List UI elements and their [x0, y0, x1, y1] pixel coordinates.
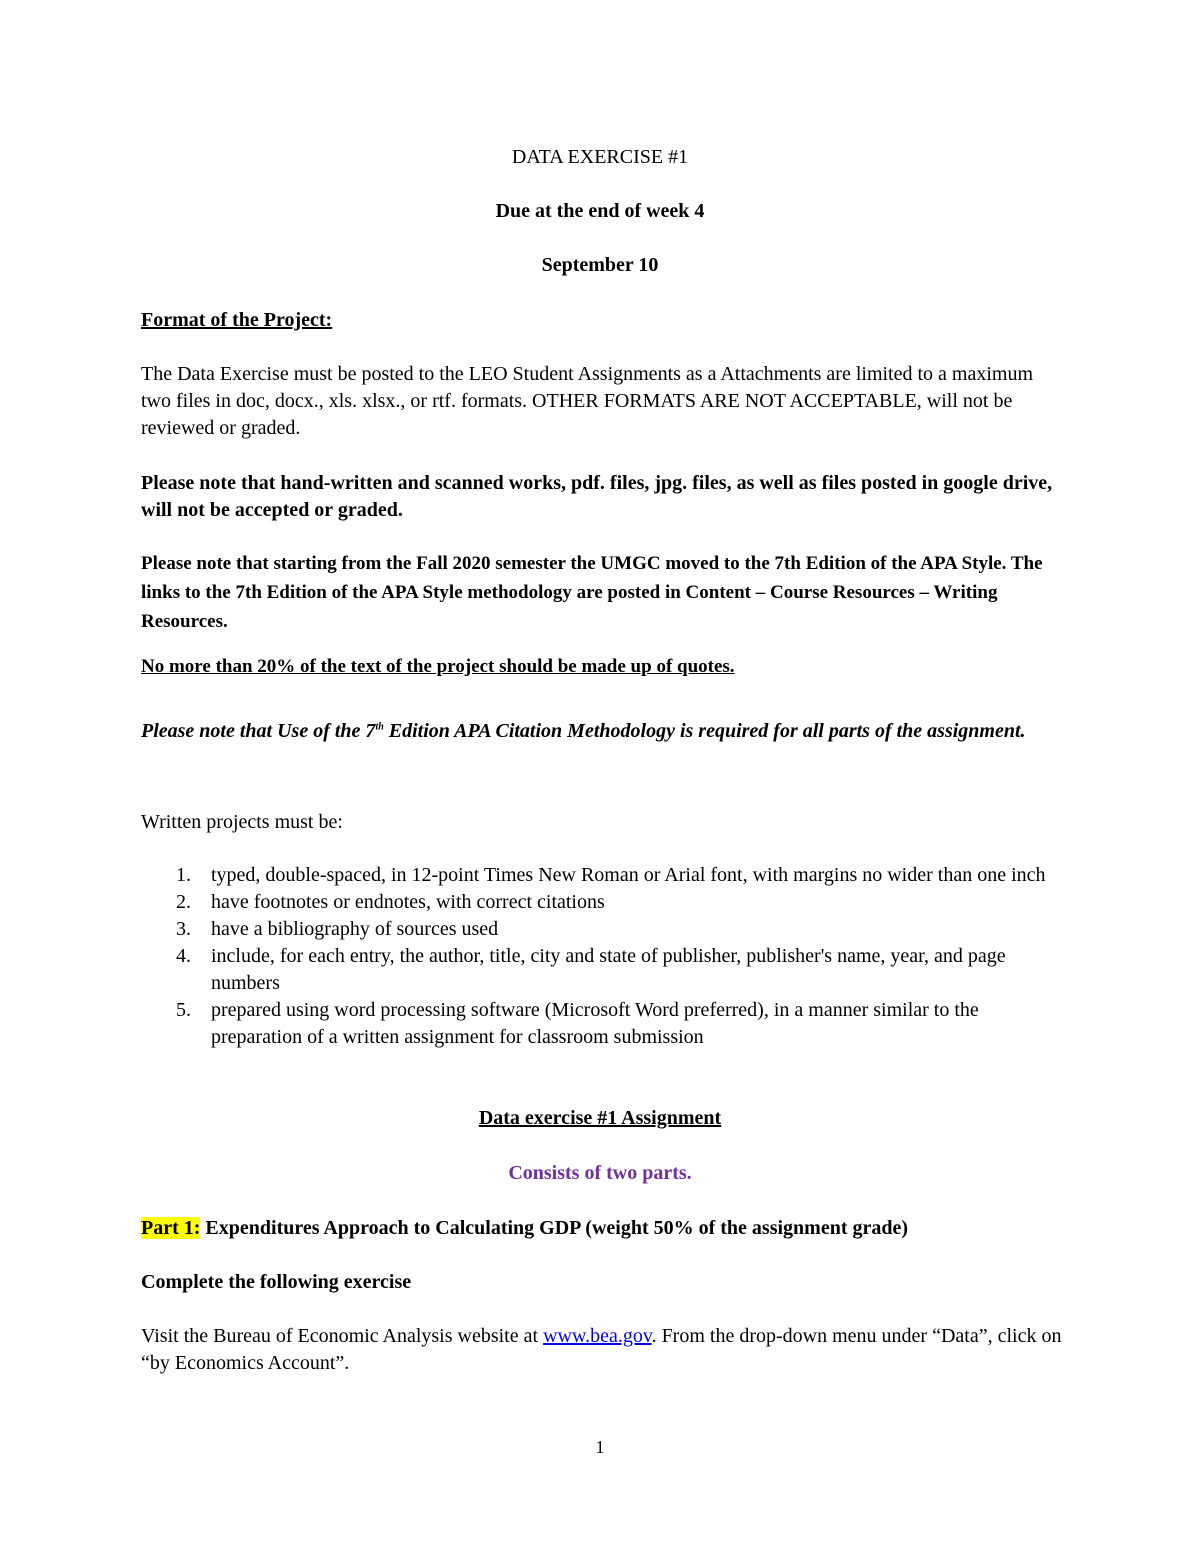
citation-note-start: Please note that Use of the 7 — [141, 720, 376, 742]
format-body: The Data Exercise must be posted to the LEO Student Assignments as a Attachments are limited to a maximum two files in doc, docx., xls. xlsx., or rtf. formats. OTHER FORMATS ARE NOT ACCEPTABLE, will not be reviewed or graded. — [141, 363, 1034, 439]
list-item — [141, 916, 1071, 943]
list-item-number: 1. — [176, 864, 191, 886]
assignment-heading: Data exercise #1 Assignment — [478, 1107, 722, 1129]
part1-heading — [141, 1215, 1071, 1242]
requirements-list — [141, 862, 1071, 1051]
visit-text-end: . From the drop-down menu under “Data”, click on “by Economics Account”. — [141, 1325, 1062, 1374]
list-item-text: include, for each entry, the author, title, city and state of publisher, publisher's name, year, and page numbers — [211, 945, 1006, 994]
part1-label: Part 1: — [141, 1217, 201, 1239]
list-item — [141, 997, 1071, 1051]
exercise-heading: Complete the following exercise — [141, 1271, 412, 1293]
apa-edition-note: Please note that starting from the Fall 2020 semester the UMGC moved to the 7th Edition of the APA Style. The links to the 7th Edition of the APA Style methodology are posted in Content – Course Resources – Writing Resources. — [141, 553, 1043, 632]
citation-note — [141, 716, 1066, 747]
page-number: 1 — [595, 1437, 605, 1457]
bea-website-link[interactable]: www.bea.gov — [543, 1325, 652, 1347]
part1-title: Expenditures Approach to Calculating GDP (weight 50% of the assignment grade) — [200, 1217, 909, 1239]
citation-note-end: Edition APA Citation Methodology is required for all parts of the assignment. — [383, 720, 1026, 742]
list-item — [141, 889, 1071, 916]
list-item-text: typed, double-spaced, in 12-point Times New Roman or Arial font, with margins no wider than one inch — [211, 864, 1046, 886]
format-heading: Format of the Project: — [141, 309, 333, 331]
list-item — [141, 943, 1071, 997]
list-item-number: 5. — [176, 999, 191, 1021]
visit-text-start: Visit the Bureau of Economic Analysis website at — [141, 1325, 544, 1347]
document-title: DATA EXERCISE #1 — [511, 146, 689, 168]
handwritten-note: Please note that hand-written and scanned works, pdf. files, jpg. files, as well as files posted in google drive, will not be accepted or graded. — [141, 472, 1053, 521]
list-item-text: prepared using word processing software (Microsoft Word preferred), in a manner similar to the preparation of a written assignment for classroom submission — [211, 999, 979, 1048]
visit-instructions — [141, 1323, 1066, 1377]
list-item — [141, 862, 1071, 889]
list-item-number: 2. — [176, 891, 191, 913]
quotes-note: No more than 20% of the text of the project should be made up of quotes. — [141, 656, 735, 677]
list-item-number: 4. — [176, 945, 191, 967]
due-line: Due at the end of week 4 — [495, 200, 705, 222]
assignment-parts: Consists of two parts. — [508, 1162, 692, 1184]
list-item-number: 3. — [176, 918, 191, 940]
list-item-text: have a bibliography of sources used — [211, 918, 499, 940]
requirements-intro: Written projects must be: — [141, 811, 343, 833]
list-item-text: have footnotes or endnotes, with correct citations — [211, 891, 605, 913]
citation-note-superscript: th — [375, 721, 384, 733]
due-date: September 10 — [541, 254, 659, 276]
